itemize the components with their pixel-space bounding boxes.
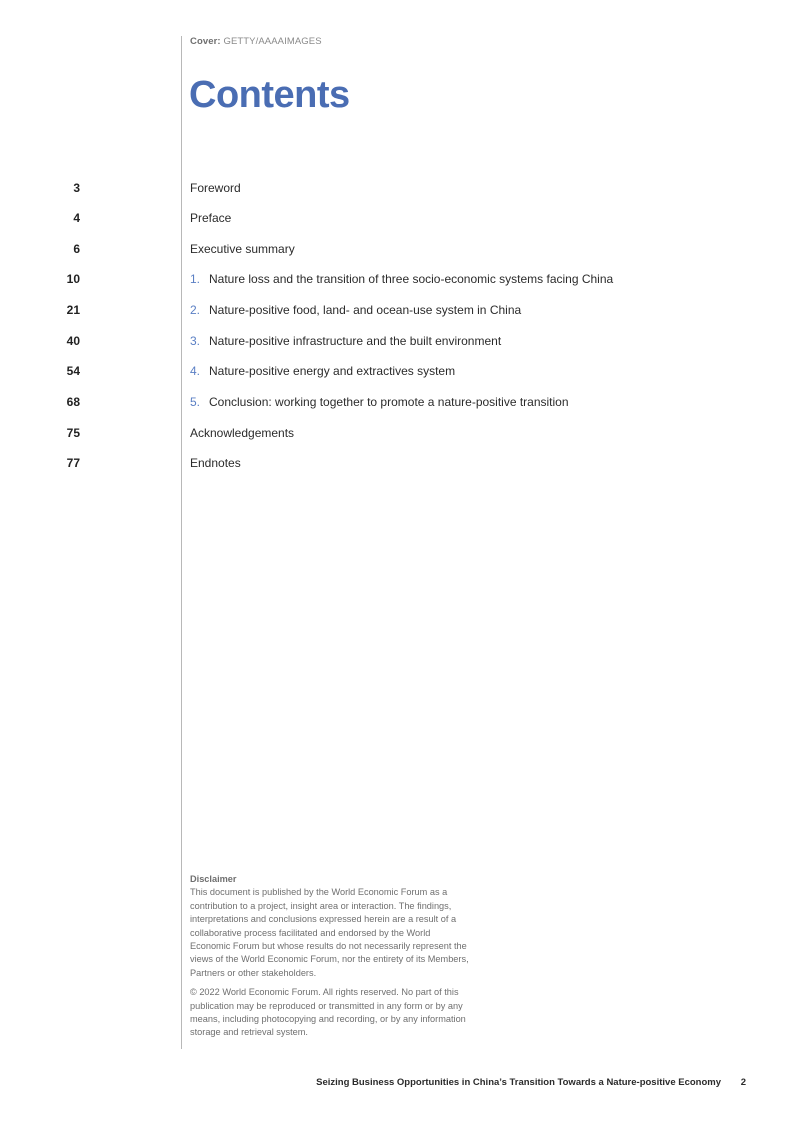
toc-item[interactable]: [0, 392, 700, 412]
toc-page-number: 75: [66, 426, 80, 440]
disclaimer-title: Disclaimer: [190, 874, 237, 884]
toc-chapter-number: 5.: [190, 395, 201, 409]
toc-chapter-number: 4.: [190, 364, 201, 378]
disclaimer: [190, 873, 470, 1046]
toc-entry-text: Nature-positive energy and extractives system: [209, 364, 456, 378]
toc-entry-text: Foreword: [190, 181, 241, 195]
toc-page-number: 6: [73, 242, 80, 256]
toc-entry-text: Conclusion: working together to promote a nature-positive transition: [209, 395, 569, 409]
footer-page-number: 2: [740, 1077, 746, 1088]
toc-chapter-number: 1.: [190, 272, 201, 286]
toc-page-number: 21: [66, 303, 80, 317]
toc-entry: [190, 392, 569, 412]
toc-page-number: 54: [66, 364, 80, 378]
toc-entry-text: Executive summary: [190, 242, 295, 256]
toc-item[interactable]: [0, 178, 700, 198]
toc-item[interactable]: [0, 208, 700, 228]
toc-entry: [190, 423, 294, 443]
toc-chapter-number: 3.: [190, 334, 201, 348]
toc-page-number: 10: [66, 272, 80, 286]
toc-entry: [190, 453, 241, 473]
toc-entry-text: Endnotes: [190, 456, 241, 470]
disclaimer-text: This document is published by the World Economic Forum as a contribution to a project, insight area or interaction. The findings, interpretations and conclusions expressed herein are a result of a collaborative process facilitated and endorsed by the World Economic Forum but whose results do not necessarily represent the views of the World Economic Forum, nor the entirety of its Members, Partners or other stakeholders.: [190, 887, 469, 978]
page-title: Contents: [189, 74, 350, 116]
toc-item[interactable]: [0, 331, 700, 351]
toc-page-number: 68: [66, 395, 80, 409]
cover-credit: [190, 36, 322, 47]
toc-entry-text: Preface: [190, 211, 232, 225]
toc-item[interactable]: [0, 269, 700, 289]
toc-entry: [190, 178, 241, 198]
toc-entry: [190, 300, 521, 320]
toc-page-number: 40: [66, 334, 80, 348]
copyright-text: © 2022 World Economic Forum. All rights reserved. No part of this publication may be reproduced or transmitted in any form or by any means, including photocopying and recording, or by any information storage and retrieval system.: [190, 987, 466, 1038]
toc-item[interactable]: [0, 239, 700, 259]
toc-item[interactable]: [0, 361, 700, 381]
toc-entry: [190, 269, 613, 289]
cover-credit-text: GETTY/AAAAIMAGES: [223, 36, 322, 47]
toc-item[interactable]: [0, 453, 700, 473]
toc-entry-text: Acknowledgements: [190, 426, 295, 440]
toc-entry-text: Nature-positive infrastructure and the built environment: [209, 334, 502, 348]
toc-page-number: 3: [73, 181, 80, 195]
toc-entry: [190, 361, 455, 381]
footer-report-title: Seizing Business Opportunities in China’s Transition Towards a Nature-positive Economy: [316, 1077, 721, 1088]
toc-page-number: 4: [73, 211, 80, 225]
toc-entry: [190, 208, 231, 228]
cover-credit-label: Cover:: [190, 36, 221, 47]
toc-chapter-number: 2.: [190, 303, 201, 317]
toc-item[interactable]: [0, 423, 700, 443]
toc-entry: [190, 239, 295, 259]
toc-entry-text: Nature loss and the transition of three socio-economic systems facing China: [209, 272, 614, 286]
toc-entry: [190, 331, 501, 351]
toc-entry-text: Nature-positive food, land- and ocean-use system in China: [209, 303, 522, 317]
toc-page-number: 77: [66, 456, 80, 470]
toc-item[interactable]: [0, 300, 700, 320]
